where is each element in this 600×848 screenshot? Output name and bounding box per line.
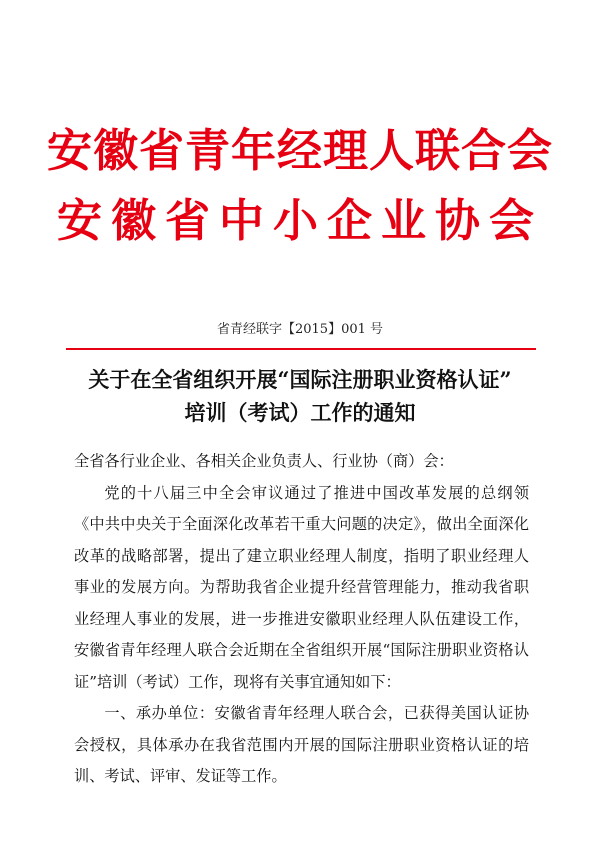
notice-body <box>74 446 529 793</box>
org-header-line1: 安徽省青年经理人联合会 <box>46 124 553 177</box>
org-header-line2: 安徽省中小企业协会 <box>56 194 543 247</box>
salutation: 全省各行业企业、各相关企业负责人、行业协（商）会： <box>74 452 454 470</box>
notice-title-line2: 培训（考试）工作的通知 <box>184 400 416 425</box>
red-divider-rule <box>66 348 536 350</box>
document-number: 省青经联字【2015】001 号 <box>216 322 384 337</box>
body-paragraph-1: 党的十八届三中全会审议通过了推进中国改革发展的总纲领《中共中央关于全面深化改革若干重大问题的决定》，做出全面深化改革的战略部署，提出了建立职业经理人制度，指明了职业经理人事业的发展方向。为帮助我省企业提升经营管理能力，推动我省职业经理人事业的发展，进一步推进安徽职业经理人队伍建设工作，安徽省青年经理人联合会近期在全省组织开展“国际注册职业资格认证”培训（考试）工作，现将有关事宜通知如下： <box>74 483 529 691</box>
notice-title-line1: 关于在全省组织开展“国际注册职业资格认证” <box>88 367 512 392</box>
body-paragraph-2: 一、承办单位：安徽省青年经理人联合会，已获得美国认证协会授权，具体承办在我省范围内开展的国际注册职业资格认证的培训、考试、评审、发证等工作。 <box>74 704 529 785</box>
